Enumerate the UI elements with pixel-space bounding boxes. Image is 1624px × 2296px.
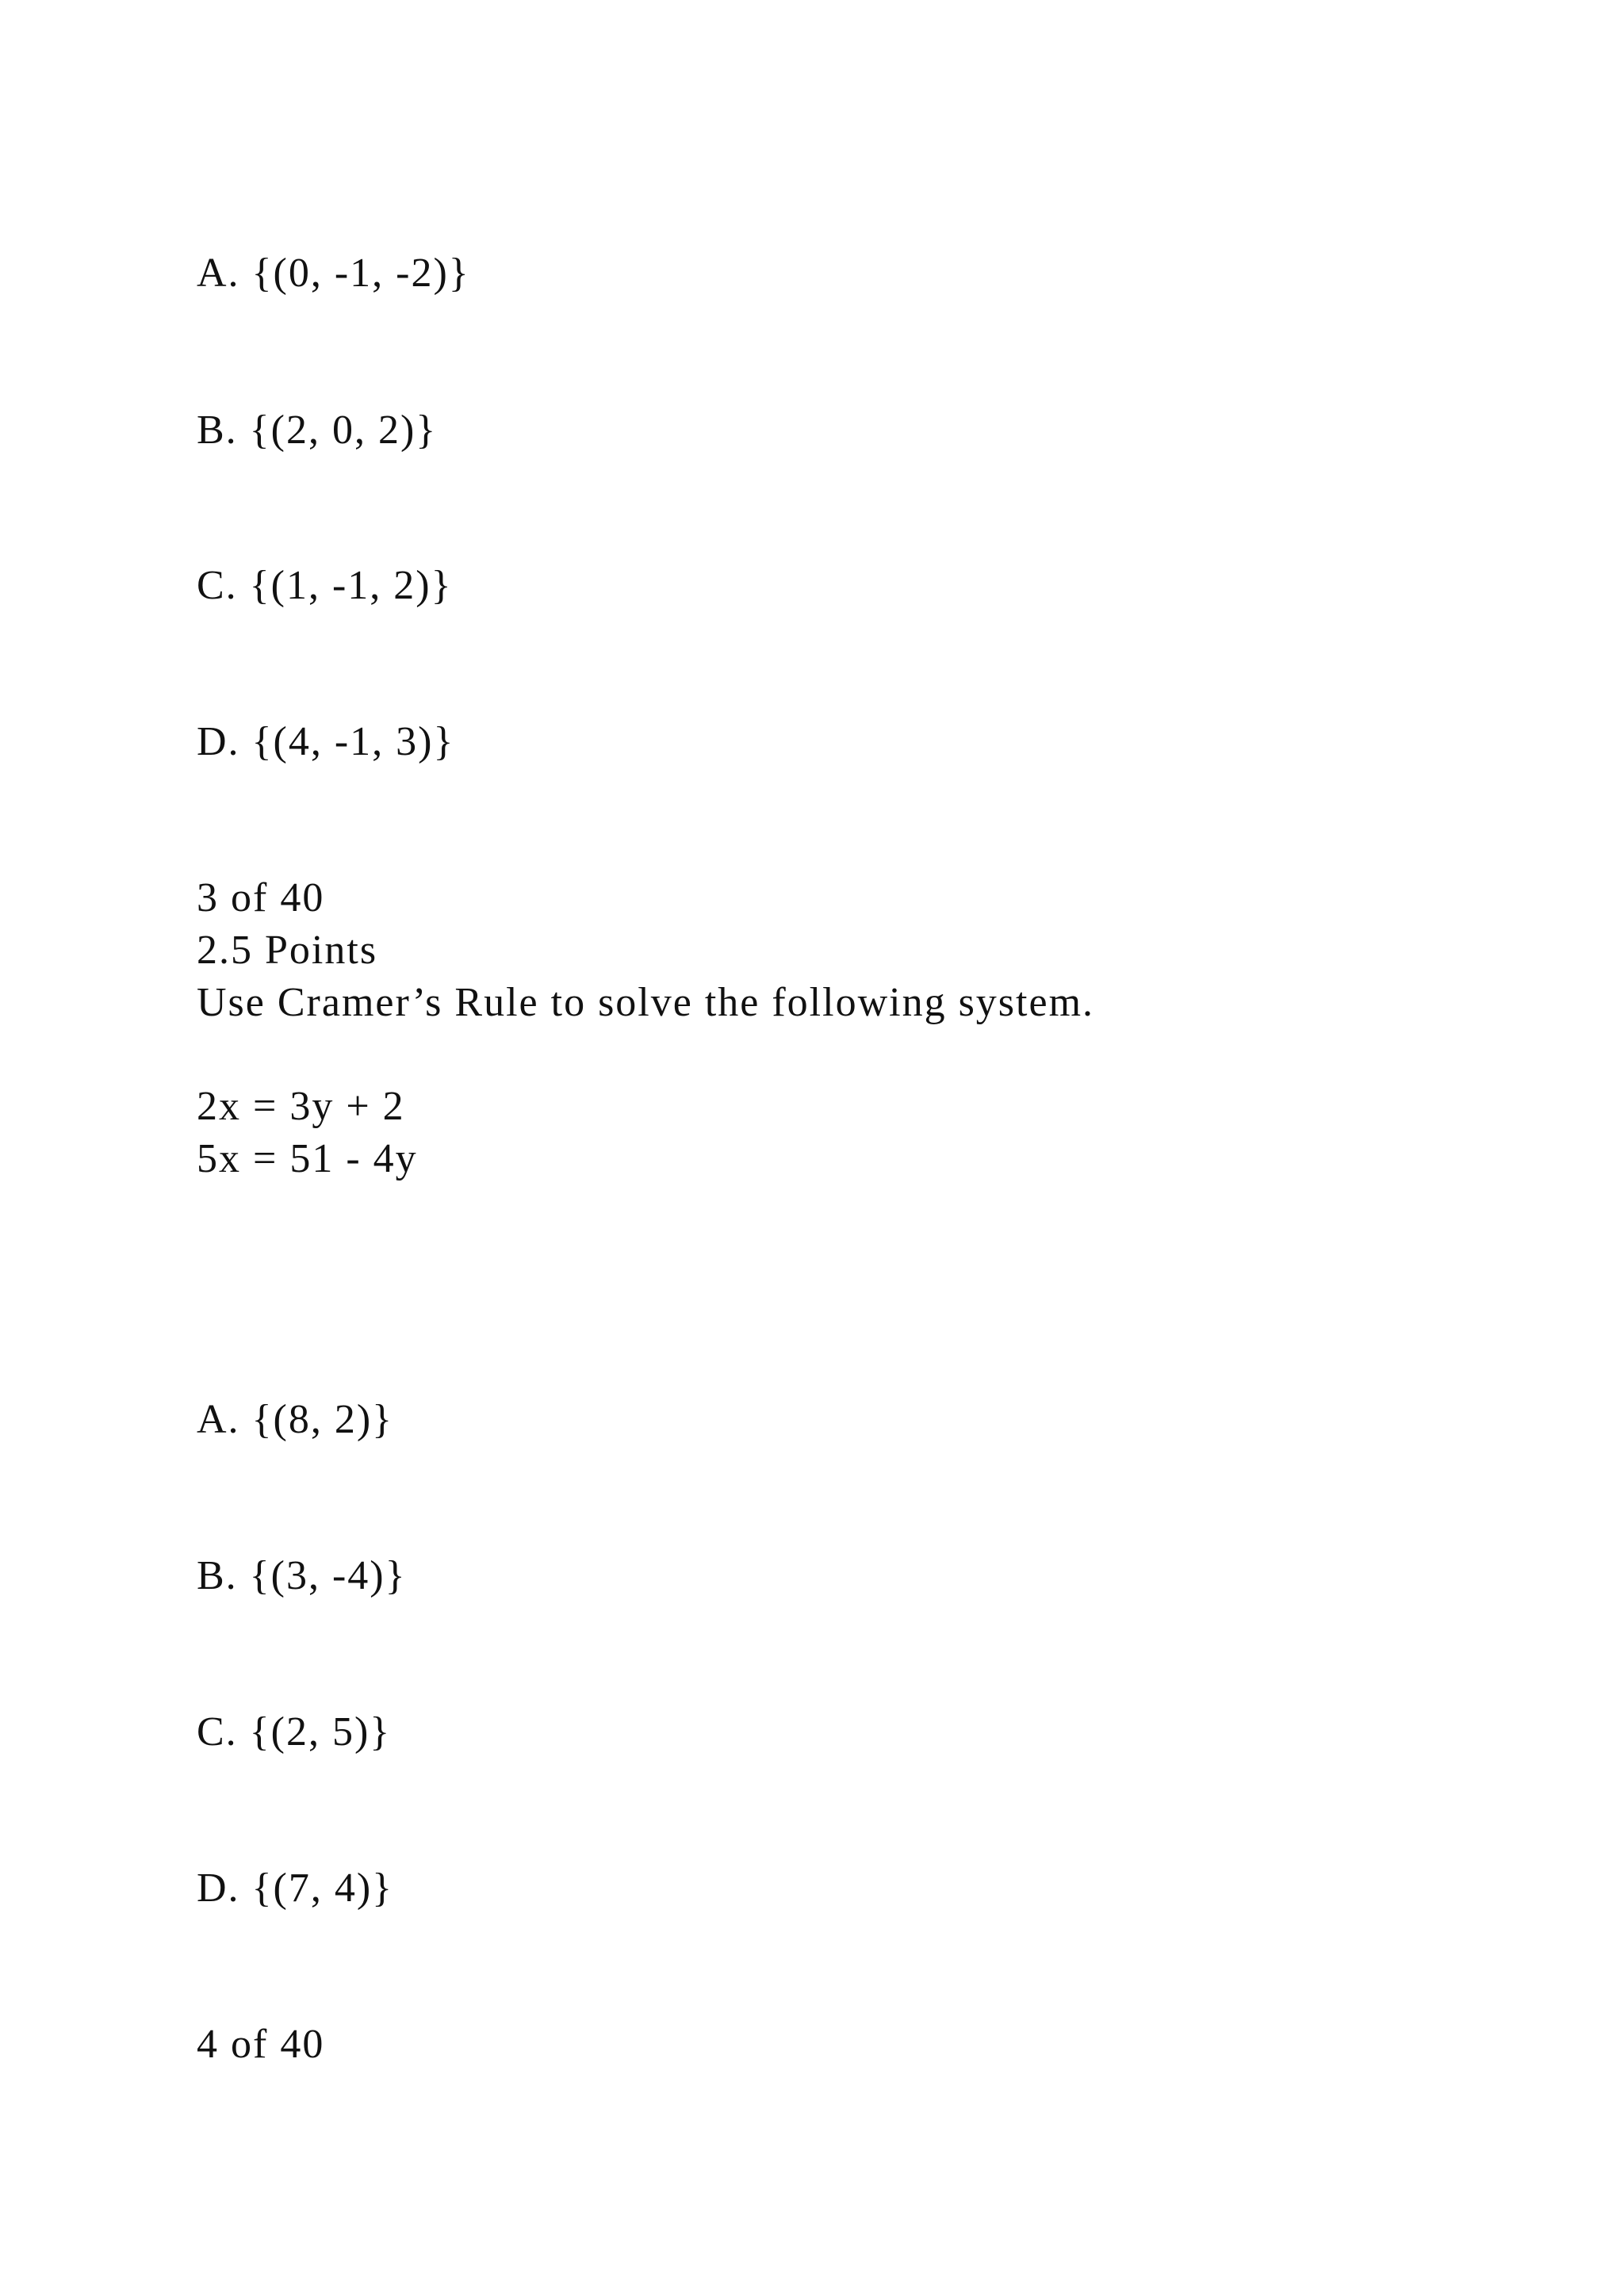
answer-option-a[interactable]: A. {(0, -1, -2)} xyxy=(197,251,470,296)
answer-option-b[interactable]: B. {(2, 0, 2)} xyxy=(197,408,438,453)
question-number: 4 of 40 xyxy=(197,2022,325,2067)
question-prompt: Use Cramer’s Rule to solve the following system. xyxy=(197,980,1095,1025)
equation-line: 5x = 51 - 4y xyxy=(197,1136,418,1181)
answer-option-d[interactable]: D. {(4, -1, 3)} xyxy=(197,719,455,764)
answer-option-d[interactable]: D. {(7, 4)} xyxy=(197,1866,394,1911)
answer-option-b[interactable]: B. {(3, -4)} xyxy=(197,1553,407,1598)
answer-option-a[interactable]: A. {(8, 2)} xyxy=(197,1397,394,1442)
equation-line: 2x = 3y + 2 xyxy=(197,1084,405,1129)
answer-option-c[interactable]: C. {(2, 5)} xyxy=(197,1709,392,1755)
question-points: 2.5 Points xyxy=(197,928,378,973)
answer-option-c[interactable]: C. {(1, -1, 2)} xyxy=(197,563,453,608)
question-number: 3 of 40 xyxy=(197,875,325,920)
